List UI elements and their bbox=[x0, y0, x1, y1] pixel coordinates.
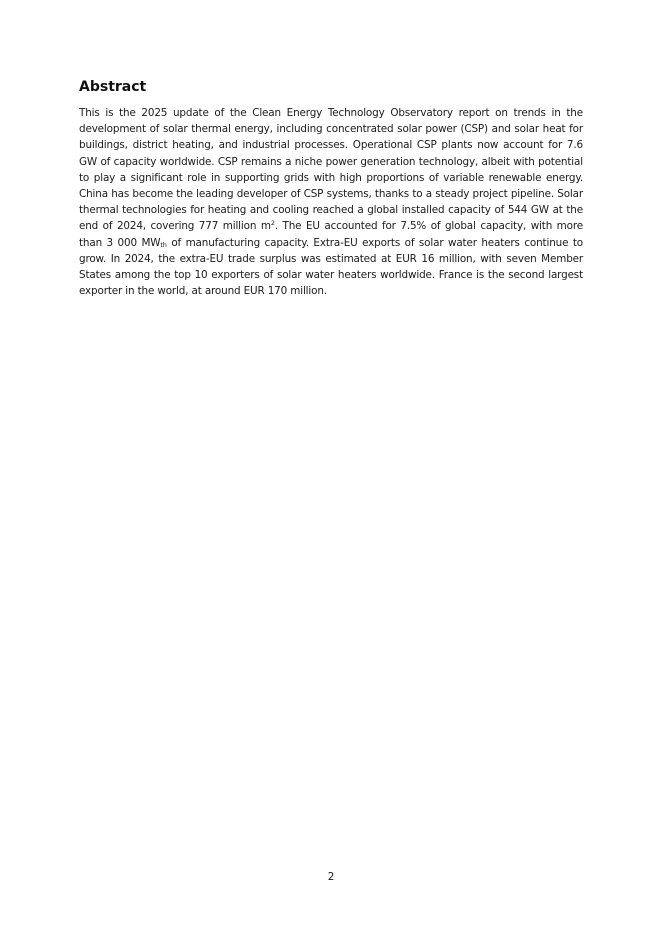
abstract-heading: Abstract bbox=[79, 79, 147, 95]
area-unit-superscript: 2 bbox=[270, 219, 275, 228]
abstract-text-part-3: of manufacturing capacity. Extra-EU exports of solar water heaters continue to grow. In 2024, the extra-EU trade surplus was estimated at EUR 16 million, with seven Member States among the top 10 exporters of solar water heaters worldwide. France is the second largest exporter in the world, at around EUR 170 million. bbox=[79, 236, 583, 298]
thermal-unit-subscript: th bbox=[160, 240, 167, 249]
abstract-paragraph bbox=[79, 105, 583, 299]
abstract-text-part-1: This is the 2025 update of the Clean Energy Technology Observatory report on trends in the development of solar thermal energy, including concentrated solar power (CSP) and solar heat for buildings, district heating, and industrial processes. Operational CSP plants now account for 7.6 GW of capacity worldwide. CSP remains a niche power generation technology, albeit with potential to play a significant role in supporting grids with high proportions of variable renewable energy. China has become the leading developer of CSP systems, thanks to a steady project pipeline. Solar thermal technologies for heating and cooling reached a global installed capacity of 544 GW at the end of 2024, covering 777 million m bbox=[79, 107, 583, 233]
page-number: 2 bbox=[327, 871, 335, 883]
abstract-text-part-2: . The EU accounted for 7.5% of global capacity, with more than 3 000 MW bbox=[79, 220, 584, 249]
